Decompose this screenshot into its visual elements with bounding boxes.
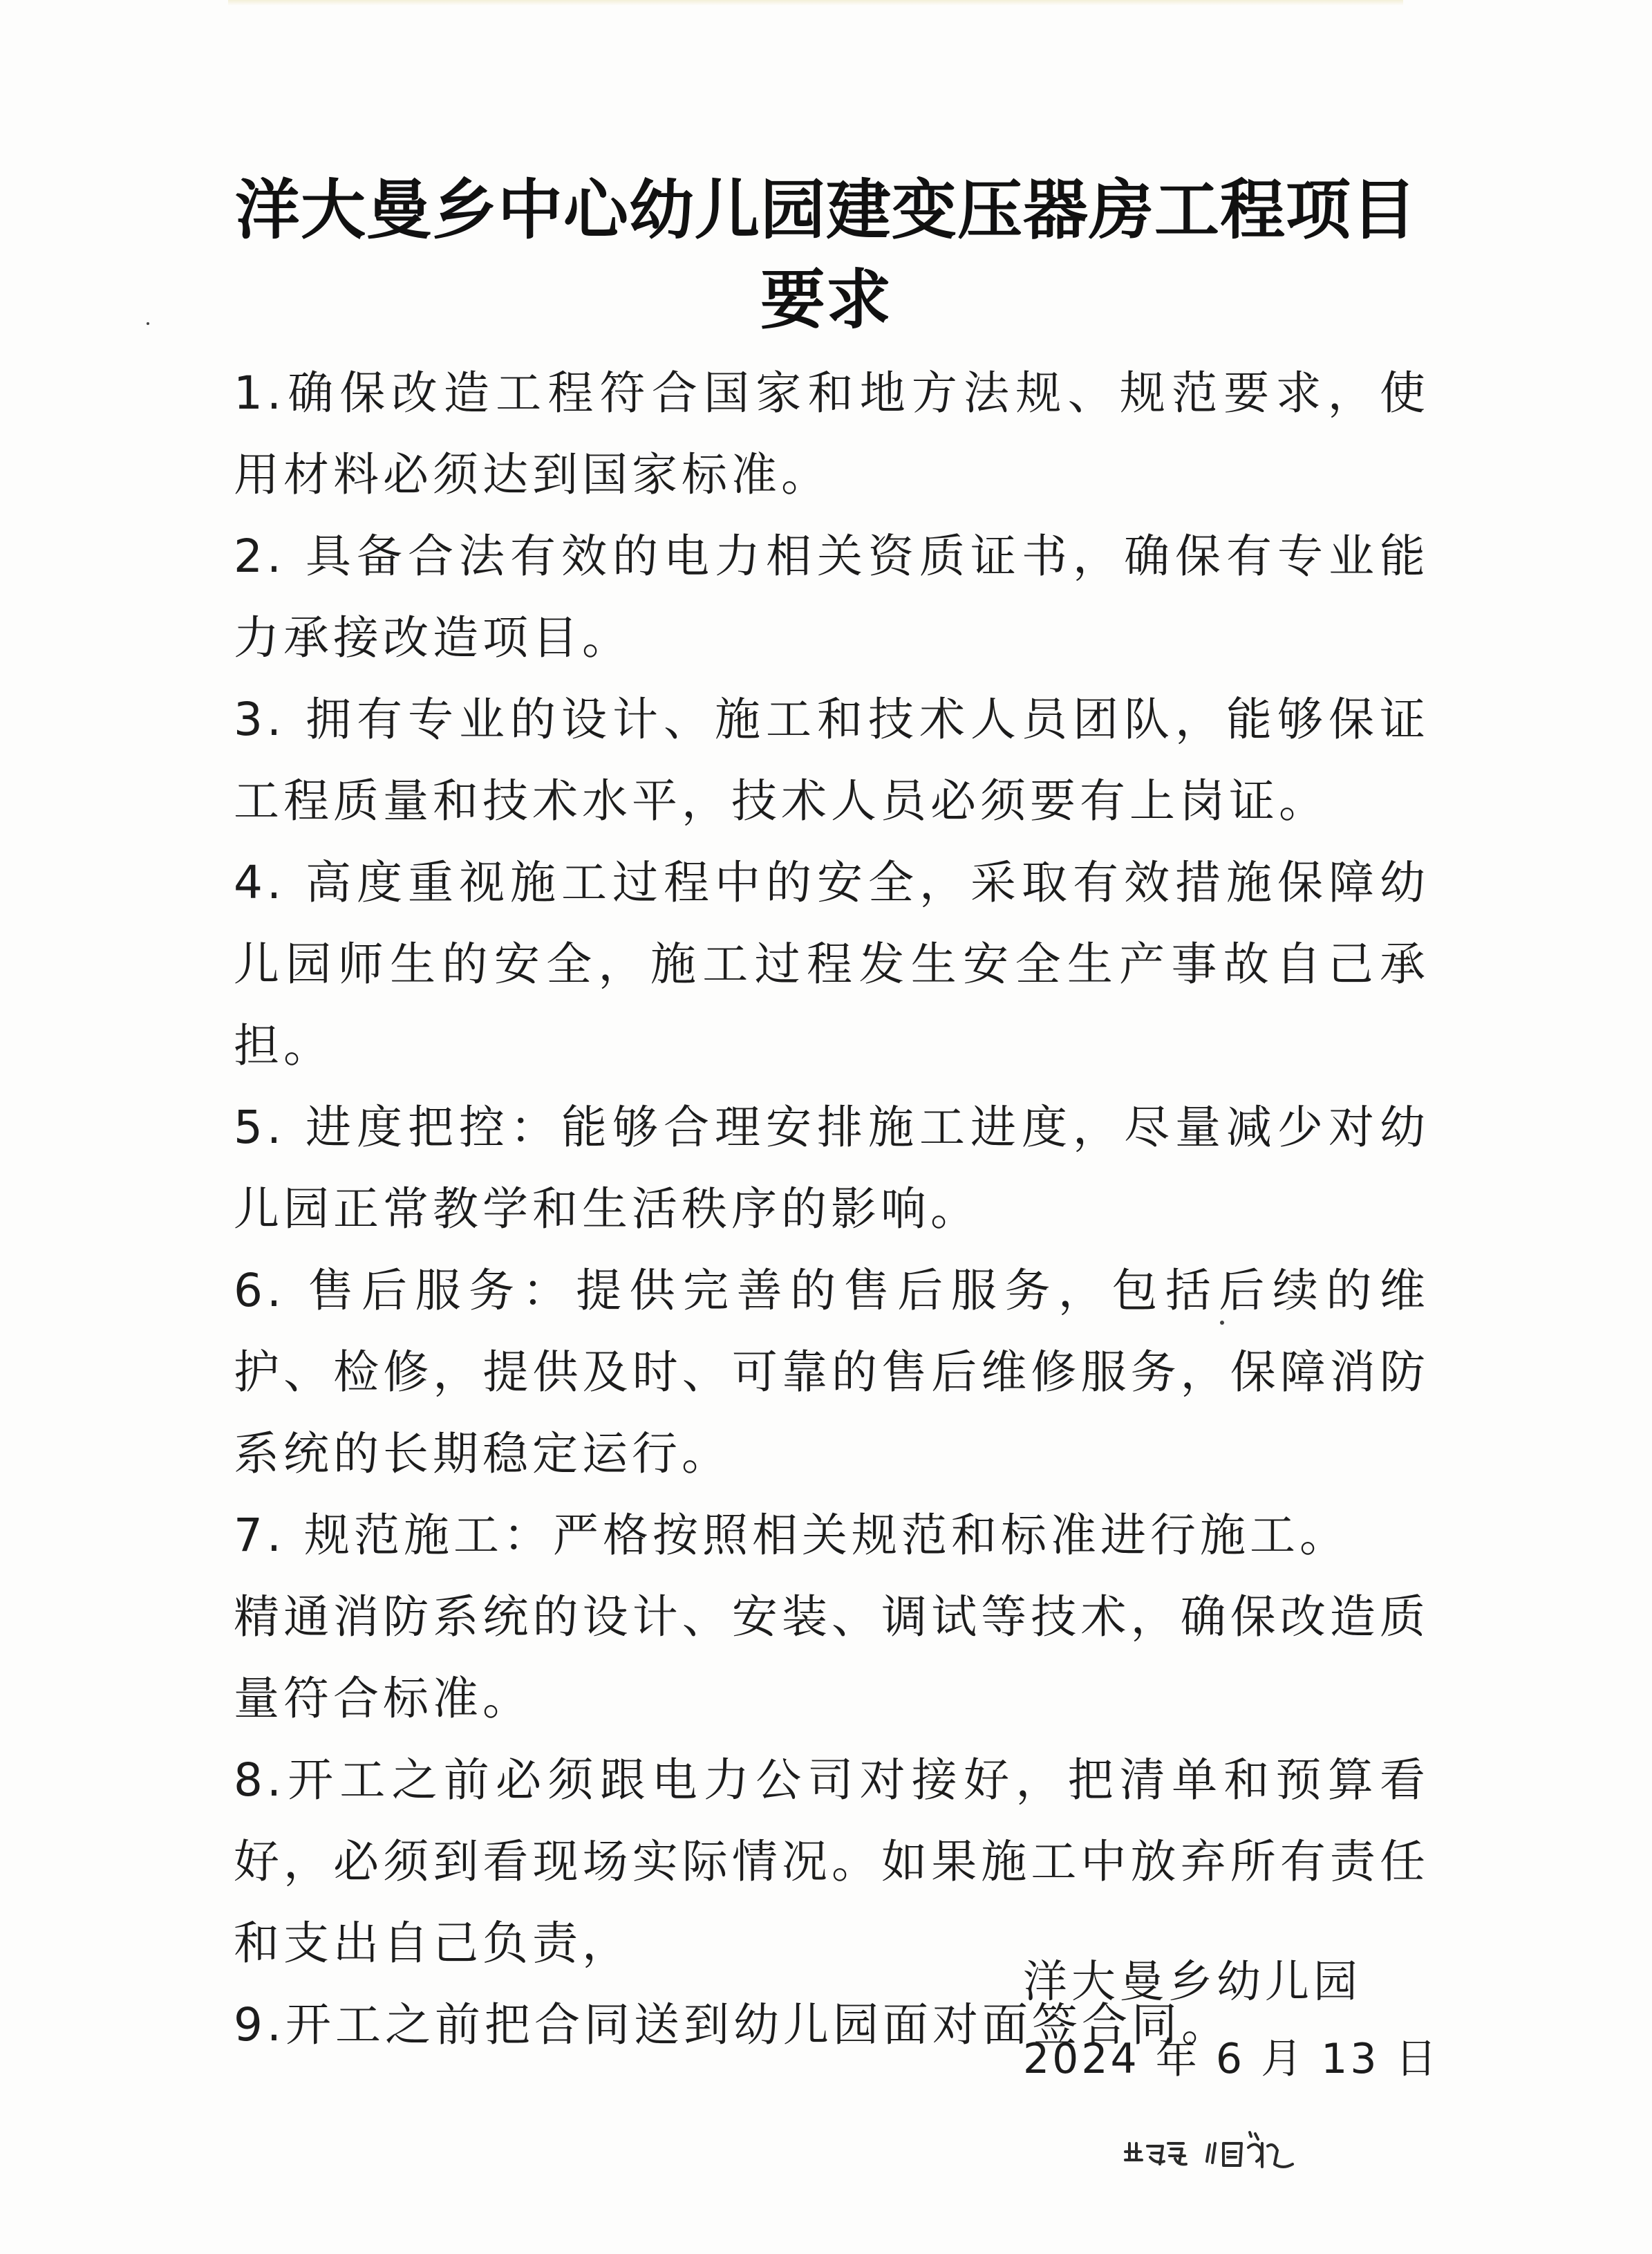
- document-title-line-2: 要求: [760, 263, 892, 338]
- handwritten-signature: [1120, 2116, 1327, 2178]
- paper-edge-shading: [228, 0, 1403, 6]
- document-title-line-1: 洋大曼乡中心幼儿园建变压器房工程项目: [234, 173, 1417, 248]
- requirement-item-9: 9.开工之前把合同送到幼儿园面对面签合同。: [234, 1998, 1231, 2051]
- requirements-body: [234, 353, 1429, 2066]
- requirement-item-8: 8.开工之前必须跟电力公司对接好，把清单和预算看好，必须到看现场实际情况。如果施工中放弃所有责任和支出自己负责，: [234, 1753, 1429, 1970]
- signature-date: 2024 年 6 月 13 日: [1023, 2035, 1440, 2083]
- requirement-item-6: 6. 售后服务：提供完善的售后服务，包括后续的维护、检修，提供及时、可靠的售后维修服务，保障消防系统的长期稳定运行。: [234, 1264, 1429, 1480]
- paper-speck: [1220, 1321, 1224, 1325]
- requirement-item-7: 7. 规范施工：严格按照相关规范和标准进行施工。: [234, 1509, 1349, 1562]
- requirement-item-5: 5. 进度把控：能够合理安排施工进度，尽量减少对幼儿园正常教学和生活秩序的影响。: [234, 1101, 1429, 1236]
- requirement-item-2: 2. 具备合法有效的电力相关资质证书，确保有专业能力承接改造项目。: [234, 530, 1429, 664]
- paper-speck: [147, 322, 149, 325]
- signature-organization: 洋大曼乡幼儿园: [1023, 1957, 1362, 2008]
- requirement-item-1: 1.确保改造工程符合国家和地方法规、规范要求，使用材料必须达到国家标准。: [234, 366, 1429, 501]
- requirement-item-3: 3. 拥有专业的设计、施工和技术人员团队，能够保证工程质量和技术水平，技术人员必须要有上岗证。: [234, 693, 1429, 828]
- requirement-item-7-detail: 精通消防系统的设计、安装、调试等技术，确保改造质量符合标准。: [234, 1590, 1429, 1725]
- requirement-item-4: 4. 高度重视施工过程中的安全，采取有效措施保障幼儿园师生的安全，施工过程发生安全生产事故自己承担。: [234, 856, 1429, 1072]
